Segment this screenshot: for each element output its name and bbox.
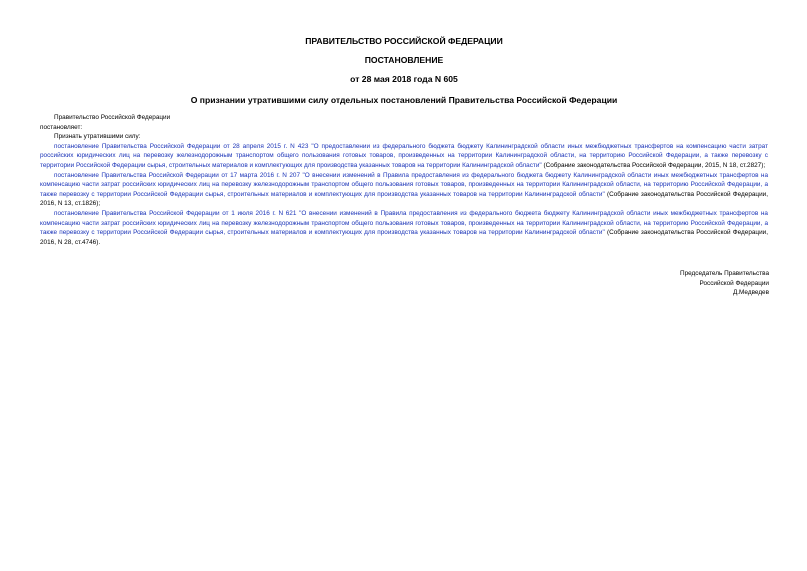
decree-link-621[interactable]: постановление Правительства Российской Федерации от 1 июля 2016 г. N 621 "О внесении изменений в Правила предоставления из федерального бюджета бюджету Калининградской области иных межбюджетных трансфертов на компенсацию части затрат российских юридических лиц на перевозку железнодорожным транспортом общего пользования готовых товаров, произведенных на территории Калининградской области, на территорию Российской Федерации, а также перевозку с территории Российской Федерации сырья, строительных материалов и комплектующих для производства указанных товаров на территории Калининградской области": [40, 209, 768, 237]
list-item: [40, 171, 768, 209]
document-title: О признании утратившими силу отдельных постановлений Правительства Российской Федерации: [190, 95, 618, 105]
date-number-heading: от 28 мая 2018 года N 605: [350, 74, 458, 84]
decree-source-423: (Собрание законодательства Российской Федерации, 2015, N 18, ст.2827);: [541, 161, 766, 169]
signature-block: [569, 269, 769, 298]
recognize-line: Признать утратившими силу:: [54, 133, 141, 141]
list-item: [40, 209, 768, 247]
document-type-heading: ПОСТАНОВЛЕНИЕ: [364, 55, 444, 65]
intro-line-1: Правительство Российской Федерации: [54, 114, 171, 121]
signatory-title-2: Российской Федерации: [699, 279, 769, 287]
government-heading: ПРАВИТЕЛЬСТВО РОССИЙСКОЙ ФЕДЕРАЦИИ: [305, 36, 503, 46]
decree-source-621: (Собрание законодательства Российской Федерации, 2016, N 28, ст.4746).: [40, 229, 768, 246]
intro-line-2: постановляет:: [40, 123, 83, 131]
decree-link-423[interactable]: постановление Правительства Российской Федерации от 28 апреля 2015 г. N 423 "О предоставлении из федерального бюджета бюджету Калининградской области иных межбюджетных трансфертов на компенсацию части затрат российских юридических лиц на перевозку железнодорожным транспортом общего пользования готовых товаров, произведенных на территории Калининградской области, на территорию Российской Федерации, а также перевозку с территории Российской Федерации сырья, строительных материалов и комплектующих для производства указанных товаров на территории Калининградской области": [40, 142, 768, 169]
signatory-title-1: Председатель Правительства: [680, 270, 769, 277]
decree-link-207[interactable]: постановление Правительства Российской Федерации от 17 марта 2016 г. N 207 "О внесении изменений в Правила предоставления из федерального бюджета бюджету Калининградской области иных межбюджетных трансфертов на компенсацию части затрат российских юридических лиц на перевозку железнодорожным транспортом общего пользования готовых товаров, произведенных на территории Калининградской области, на территорию Российской Федерации, а также перевозку с территории Российской Федерации сырья, строительных материалов и комплектующих для производства указанных товаров на территории Калининградской области": [40, 171, 768, 198]
list-item: [40, 142, 768, 171]
decree-source-207: (Собрание законодательства Российской Федерации, 2016, N 13, ст.1826);: [40, 190, 768, 208]
signatory-name: Д.Медведев: [732, 289, 769, 297]
document-body: [40, 113, 768, 247]
